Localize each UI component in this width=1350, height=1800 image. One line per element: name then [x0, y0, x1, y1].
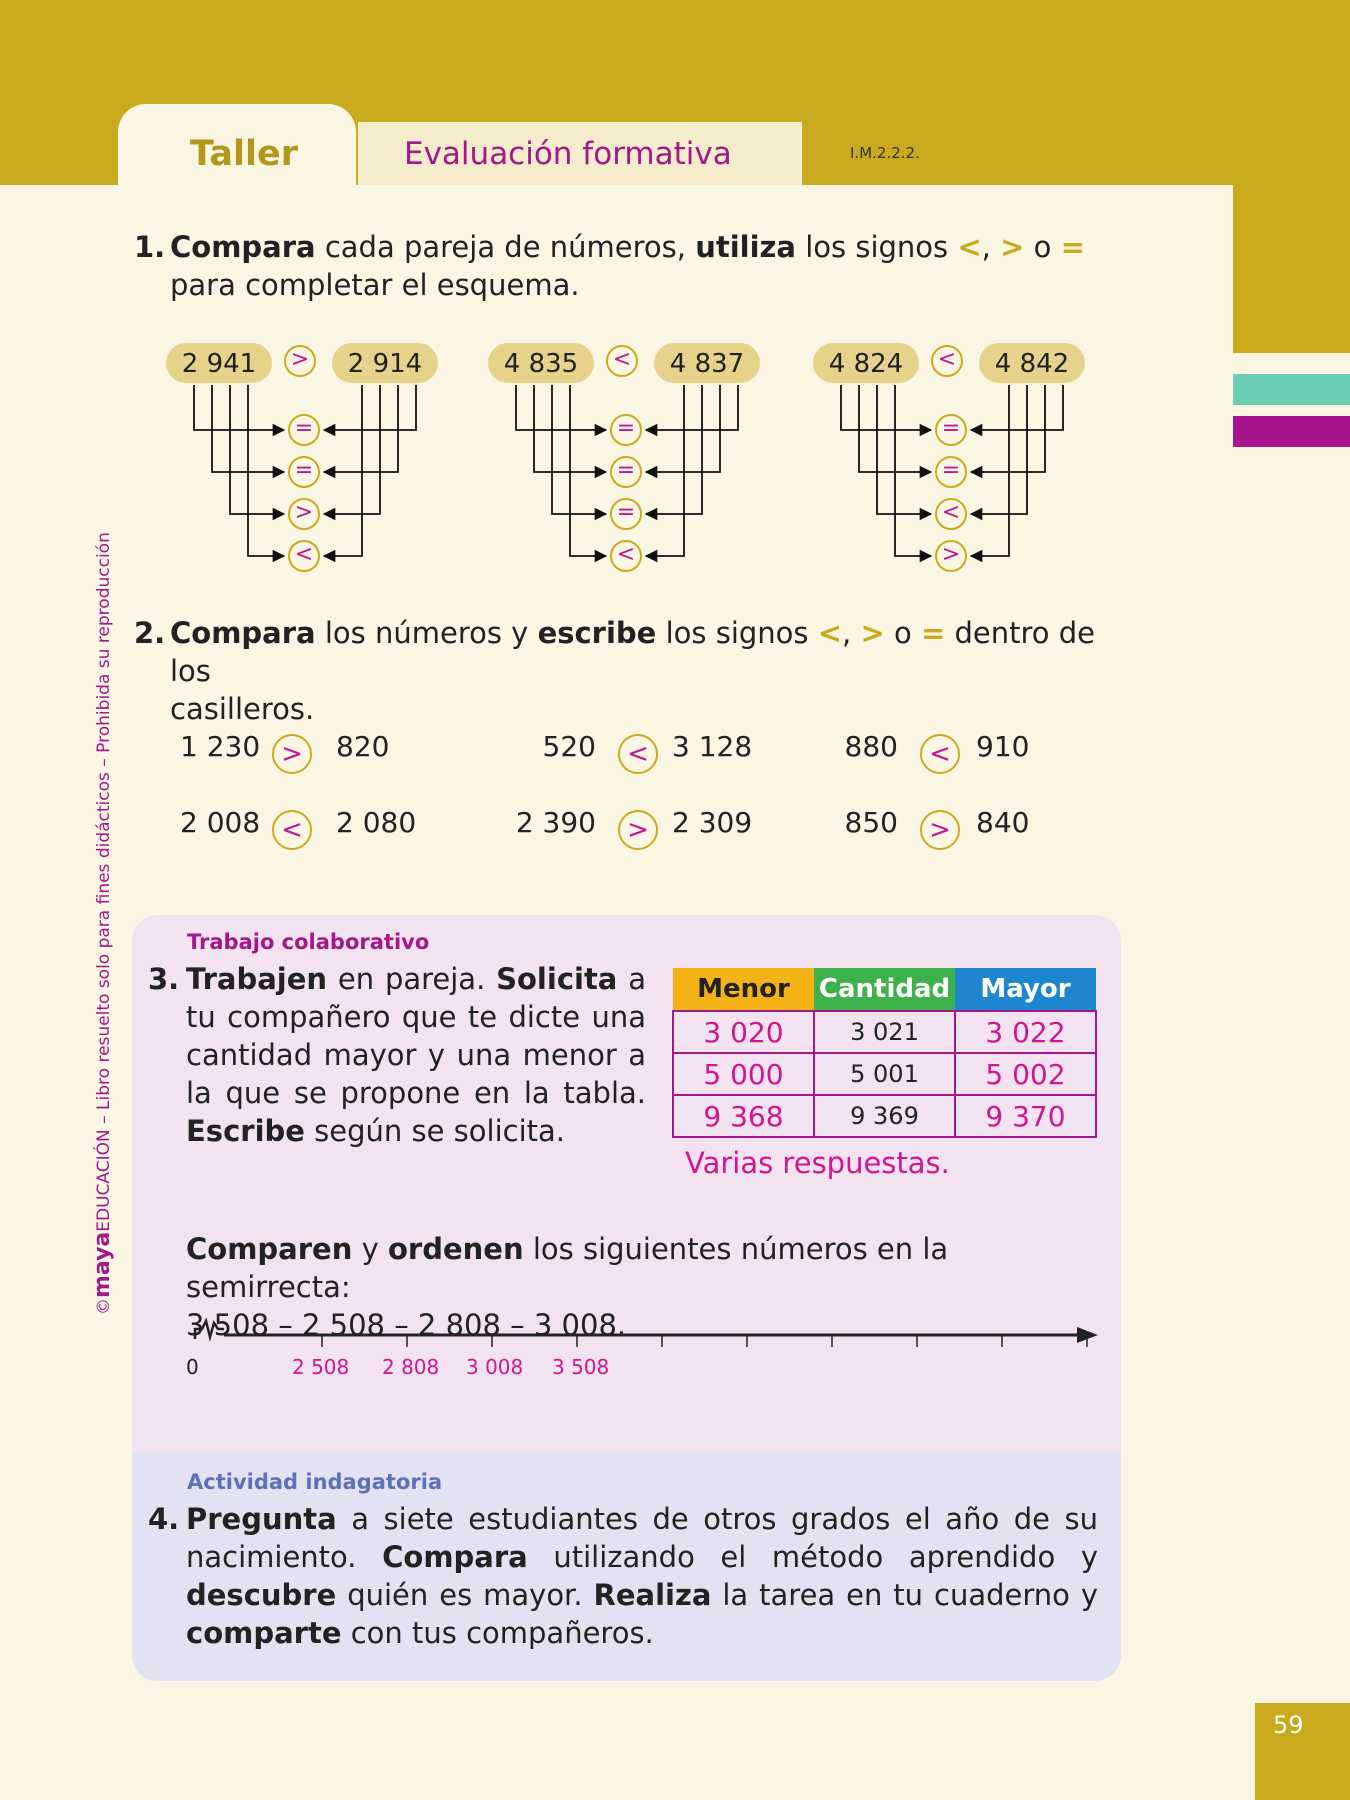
compare-number-right: 840 [976, 806, 1030, 839]
compare-number-right: 910 [976, 730, 1030, 763]
scheme-left-connector [194, 385, 284, 430]
scheme-digit-sign: = [610, 456, 642, 488]
q2-text: Compara los números y escribe los signos <, > o = dentro de los casilleros. [170, 616, 1096, 726]
scheme-right-connector [646, 385, 684, 556]
label-trabajo-colaborativo: Trabajo colaborativo [187, 930, 430, 954]
cell-menor: 9 368 [673, 1095, 814, 1137]
number-line-zero: 0 [186, 1355, 199, 1379]
scheme-right-connector [971, 385, 1009, 556]
compare-number-left: 880 [844, 730, 898, 763]
scheme-digit-sign: > [288, 498, 320, 530]
compare-number-right: 3 128 [672, 730, 753, 763]
scheme-right-connector [646, 385, 702, 514]
scheme-number-b: 4 837 [654, 343, 760, 383]
compare-sign: < [272, 810, 312, 850]
scheme-right-connector [971, 385, 1045, 472]
scheme-left-connector [516, 385, 606, 430]
scheme-digit-sign: = [288, 414, 320, 446]
teal-stripe [1233, 374, 1350, 405]
tick-label: 3 008 [466, 1355, 524, 1379]
q3-ordering-text: Comparen y ordenen los siguientes números en la semirrecta: 3 508 – 2 508 – 2 808 – 3 008. [186, 1232, 949, 1342]
tick-label: 2 808 [382, 1355, 440, 1379]
scheme-right-connector [324, 385, 416, 430]
scheme-result-sign: < [931, 345, 963, 377]
header-mayor: Mayor [955, 968, 1096, 1011]
scheme-right-connector [971, 385, 1063, 430]
q4-number: 4. [148, 1502, 180, 1536]
q3-number: 3. [148, 962, 180, 996]
q1-number: 1. [134, 230, 166, 264]
tab-evaluacion: Evaluación formativa [358, 122, 802, 185]
scheme-number-a: 4 835 [488, 343, 594, 383]
scheme-left-connector [570, 385, 606, 556]
scheme-right-connector [646, 385, 738, 430]
tick-label: 2 508 [292, 1355, 350, 1379]
scheme-left-connector [877, 385, 931, 514]
scheme-left-connector [230, 385, 284, 514]
compare-sign: < [618, 734, 658, 774]
scheme-right-connector [971, 385, 1027, 514]
scheme-right-connector [324, 385, 380, 514]
scheme-number-b: 4 842 [979, 343, 1085, 383]
scheme-right-connector [324, 385, 398, 472]
scheme-digit-sign: < [288, 540, 320, 572]
cell-menor: 3 020 [673, 1011, 814, 1053]
cell-cantidad: 3 021 [814, 1011, 955, 1053]
scheme-digit-sign: = [610, 414, 642, 446]
scheme-digit-sign: = [288, 456, 320, 488]
table-row [673, 1053, 1096, 1095]
scheme-digit-sign: < [935, 498, 967, 530]
scheme-digit-sign: > [935, 540, 967, 572]
scheme-digit-sign: = [935, 414, 967, 446]
cell-mayor: 3 022 [955, 1011, 1096, 1053]
magenta-stripe [1233, 416, 1350, 447]
indicator-code: I.M.2.2.2. [850, 144, 920, 162]
varias-respuestas: Varias respuestas. [685, 1146, 950, 1180]
scheme-result-sign: > [284, 345, 316, 377]
right-band [1233, 185, 1350, 353]
cell-mayor: 9 370 [955, 1095, 1096, 1137]
compare-number-left: 2 008 [180, 806, 261, 839]
scheme-result-sign: < [606, 345, 638, 377]
q3-text: Trabajen en pareja. Solicita a tu compañero que te dicte una cantidad mayor y una menor a la que se propone en la tabla. Escribe según se solicita. [186, 962, 646, 1148]
compare-sign: > [920, 810, 960, 850]
cell-cantidad: 9 369 [814, 1095, 955, 1137]
compare-number-left: 850 [844, 806, 898, 839]
q4-text: Pregunta a siete estudiantes de otros grados el año de su nacimiento. Compara utilizando el método aprendido y descubre quién es mayor. Realiza la tarea en tu cuaderno y comparte con tus compañeros. [186, 1502, 1098, 1650]
scheme-number-b: 2 914 [332, 343, 438, 383]
scheme-number-a: 2 941 [166, 343, 272, 383]
scheme-right-connector [646, 385, 720, 472]
compare-number-left: 2 390 [515, 806, 596, 839]
compare-number-right: 820 [336, 730, 390, 763]
compare-number-left: 520 [542, 730, 596, 763]
compare-number-right: 2 080 [336, 806, 417, 839]
tick-label: 3 508 [552, 1355, 610, 1379]
scheme-right-connector [324, 385, 362, 556]
scheme-number-a: 4 824 [813, 343, 919, 383]
scheme-left-connector [552, 385, 606, 514]
q1-text: Compara cada pareja de números, utiliza los signos <, > o = para completar el esquema. [170, 230, 1085, 302]
compare-sign: > [272, 734, 312, 774]
cell-cantidad: 5 001 [814, 1053, 955, 1095]
number-line [180, 1315, 1120, 1355]
scheme-digit-sign: = [935, 456, 967, 488]
scheme-digit-sign: < [610, 540, 642, 572]
header-menor: Menor [673, 968, 814, 1011]
q2-number: 2. [134, 616, 166, 650]
table-row [673, 1095, 1096, 1137]
scheme-left-connector [841, 385, 931, 430]
scheme-left-connector [895, 385, 931, 556]
compare-number-right: 2 309 [672, 806, 753, 839]
scheme-left-connector [248, 385, 284, 556]
header-cantidad: Cantidad [814, 968, 955, 1011]
table-row [673, 1011, 1096, 1053]
brand-logo: maya [90, 1231, 115, 1298]
cell-menor: 5 000 [673, 1053, 814, 1095]
side-copyright: ©mayaEDUCACIÓN – Libro resuelto solo para fines didácticos – Prohibida su reproducción [90, 532, 115, 1315]
scheme-digit-sign: = [610, 498, 642, 530]
label-actividad-indagatoria: Actividad indagatoria [187, 1470, 443, 1494]
cell-mayor: 5 002 [955, 1053, 1096, 1095]
tab-taller: Taller [118, 104, 356, 185]
compare-sign: < [920, 734, 960, 774]
compare-sign: > [618, 810, 658, 850]
compare-number-left: 1 230 [180, 730, 261, 763]
page-number: 59 [1255, 1703, 1350, 1800]
comparison-table [672, 968, 1097, 1138]
